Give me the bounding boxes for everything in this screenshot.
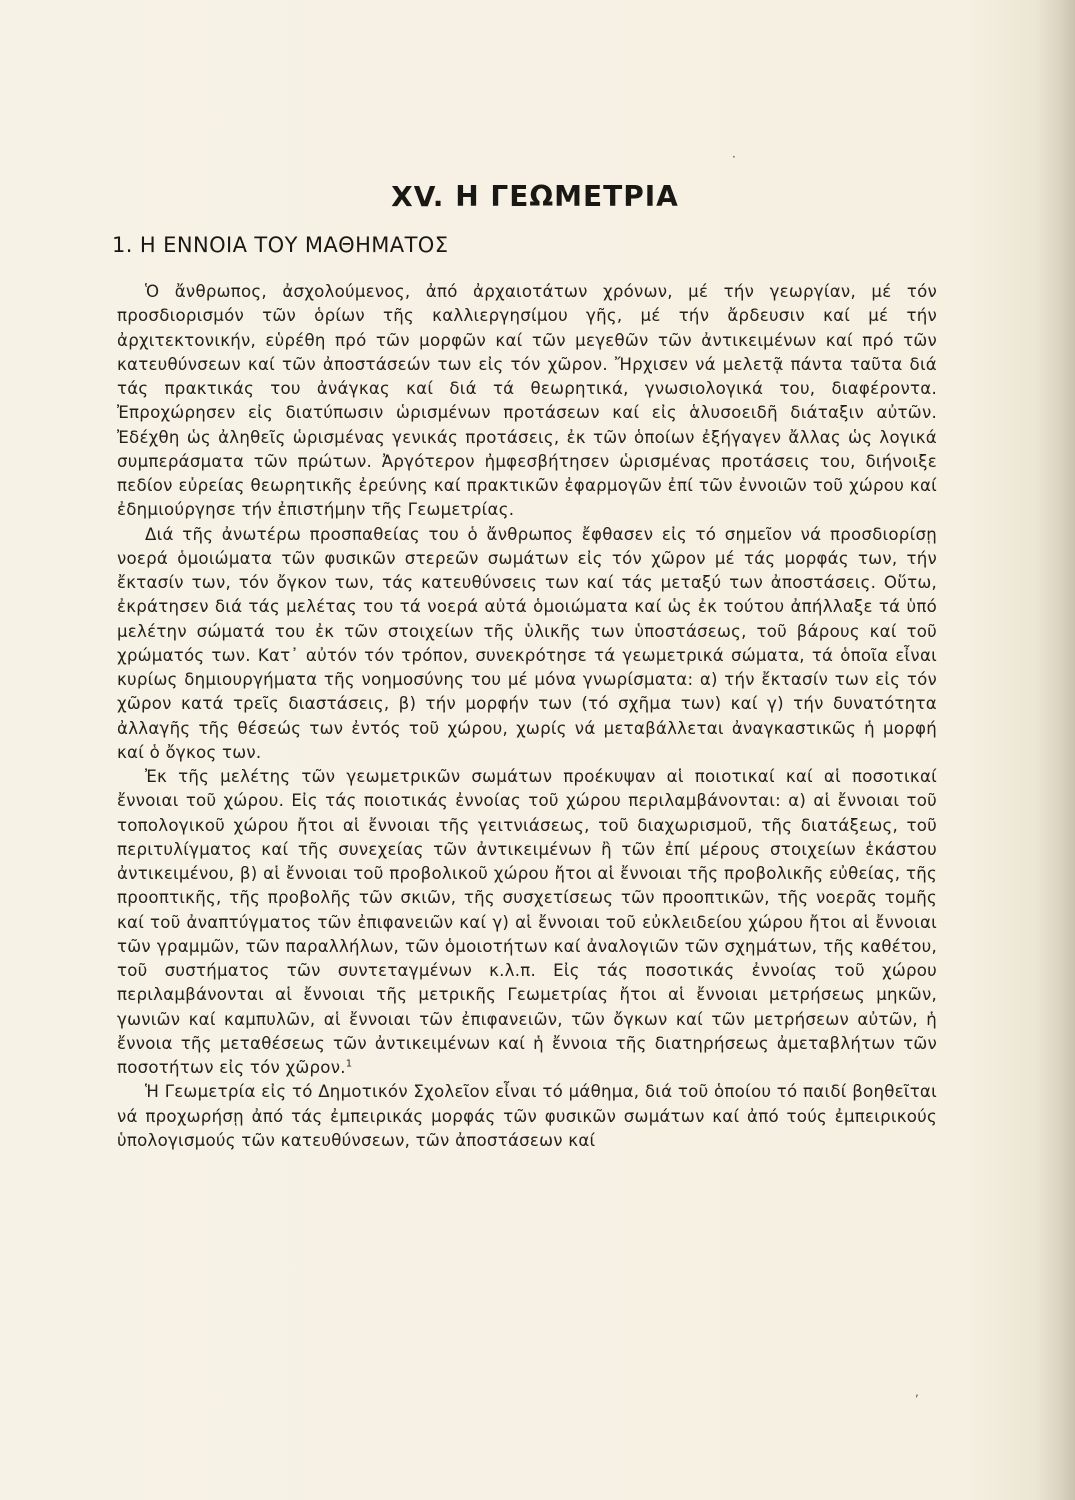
section-heading: 1. Η ΕΝΝΟΙΑ ΤΟΥ ΜΑΘΗΜΑΤΟΣ [112, 233, 449, 257]
paragraph-4: Ἡ Γεωμετρία εἰς τό Δημοτικόν Σχολεῖον εἶναι τό μάθημα, διά τοῦ ὁποίου τό παιδί βοηθεῖται νά προχωρήσῃ ἀπό τάς ἐμπειρικάς μορφάς τῶν φυσικῶν σωμάτων καί ἀπό τούς ἐμπειρικούς ὑπολογισμούς τῶν κατευθύνσεων, τῶν ἀποστάσεων καί [117, 1082, 937, 1150]
paragraph-1: Ὁ ἄνθρωπος, ἀσχολούμενος, ἀπό ἀρχαιοτάτων χρόνων, μέ τήν γεωργίαν, μέ τόν προσδιορισμόν τῶν ὁρίων τῆς καλλιεργησίμου γῆς, μέ τήν ἄρδευσιν καί μέ τήν ἀρχιτεκτονικήν, εὑρέθη πρό τῶν μορφῶν καί τῶν μεγεθῶν τῶν ἀντικειμένων καί πρό τῶν κατευθύνσεων καί τῶν ἀποστάσεών των εἰς τόν χῶρον. Ἤρχισεν νά μελετᾷ πάντα ταῦτα διά τάς πρακτικάς του ἀνάγκας καί διά τά θεωρητικά, γνωσιολογικά του, διαφέροντα. Ἐπροχώρησεν εἰς διατύπωσιν ὡρισμένων προτάσεων καί εἰς ἁλυσοειδῆ διάταξιν αὐτῶν. Ἐδέχθη ὡς ἀληθεῖς ὡρισμένας γενικάς προτάσεις, ἐκ τῶν ὁποίων ἐξήγαγεν ἄλλας ὡς λογικά συμπεράσματα τῶν πρώτων. Ἀργότερον ἠμφεσβήτησεν ὡρισμένας προτάσεις του, διήνοιξε πεδίον εὐρείας θεωρητικῆς ἐρεύνης καί πρακτικῶν ἐφαρμογῶν ἐπί τῶν ἐννοιῶν τοῦ χώρου καί ἐδημιούργησε τήν ἐπιστήμην τῆς Γεωμετρίας. [117, 282, 937, 520]
speck-mark: · [732, 150, 736, 164]
body-text [117, 280, 937, 1153]
footnote-ref: 1 [345, 1058, 353, 1070]
speck-mark: , [915, 1385, 919, 1399]
page-edge-shadow [1037, 0, 1075, 1500]
paragraph-3 [117, 765, 937, 1080]
paragraph-3-text: Ἐκ τῆς μελέτης τῶν γεωμετρικῶν σωμάτων προέκυψαν αἱ ποιοτικαί καί αἱ ποσοτικαί ἔννοιαι τοῦ χώρου. Εἰς τάς ποιοτικάς ἐννοίας τοῦ χώρου περιλαμβάνονται: α) αἱ ἔννοιαι τοῦ τοπολογικοῦ χώρου ἤτοι αἱ ἔννοιαι τῆς γειτνιάσεως, τοῦ διαχωρισμοῦ, τῆς διατάξεως, τοῦ περιτυλίγματος καί τῆς συνεχείας τῶν ἀντικειμένων ἢ τῶν ἐπί μέρους στοιχείων ἑκάστου ἀντικειμένου, β) αἱ ἔννοιαι τοῦ προβολικοῦ χώρου ἤτοι αἱ ἔννοιαι τῆς προβολικῆς εὐθείας, τῆς προοπτικῆς, τῆς προβολῆς τῶν σκιῶν, τῆς συσχετίσεως τῶν προοπτικῶν, τῆς νοερᾶς τομῆς καί τοῦ ἀναπτύγματος τῶν ἐπιφανειῶν καί γ) αἱ ἔννοιαι τοῦ εὐκλειδείου χώρου ἤτοι αἱ ἔννοιαι τῶν γραμμῶν, τῶν παραλλήλων, τῶν ὁμοιοτήτων καί ἀναλογιῶν τῶν σχημάτων, τῆς καθέτου, τοῦ συστήματος τῶν συντεταγμένων κ.λ.π. Εἰς τάς ποσοτικάς ἐννοίας τοῦ χώρου περιλαμβάνονται αἱ ἔννοιαι τῆς μετρικῆς Γεωμετρίας ἤτοι αἱ ἔννοιαι μετρήσεως μηκῶν, γωνιῶν καί καμπυλῶν, αἱ ἔννοιαι τῶν ἐπιφανειῶν, τῶν ὄγκων καί τῶν μετρήσεων αὐτῶν, ἡ ἔννοια τῆς μεταθέσεως τῶν ἀντικειμένων καί ἡ ἔννοια τῆς διατηρήσεως ἀμεταβλήτων τῶν ποσοτήτων εἰς τόν χῶρον. [117, 767, 937, 1077]
paragraph-2: Διά τῆς ἀνωτέρω προσπαθείας του ὁ ἄνθρωπος ἔφθασεν εἰς τό σημεῖον νά προσδιορίσῃ νοερά ὁμοιώματα τῶν φυσικῶν στερεῶν σωμάτων εἰς τόν χῶρον μέ τάς μορφάς των, τήν ἔκτασίν των, τόν ὄγκον των, τάς κατευθύνσεις των καί τάς μεταξύ των ἀποστάσεις. Οὕτω, ἐκράτησεν διά τάς μελέτας του τά νοερά αὐτά ὁμοιώματα καί ὡς ἐκ τούτου ἀπήλλαξε τά ὑπό μελέτην σώματά του ἐκ τῶν στοιχείων τῆς ὑλικῆς των ὑποστάσεως, τοῦ βάρους καί τοῦ χρώματός των. Κατ᾽ αὐτόν τόν τρόπον, συνεκρότησε τά γεωμετρικά σώματα, τά ὁποῖα εἶναι κυρίως δημιουργήματα τῆς νοημοσύνης του μέ μόνα γνωρίσματα: α) τήν ἔκτασίν των εἰς τόν χῶρον κατά τρεῖς διαστάσεις, β) τήν μορφήν των (τό σχῆμα των) καί γ) τήν δυνατότητα ἀλλαγῆς τῆς θέσεώς των ἐντός τοῦ χώρου, χωρίς νά μεταβάλλεται ἀναγκαστικῶς ἡ μορφή καί ὁ ὄγκος των. [117, 524, 937, 762]
chapter-title: XV. Η ΓΕΩΜΕΤΡΙΑ [391, 180, 679, 213]
